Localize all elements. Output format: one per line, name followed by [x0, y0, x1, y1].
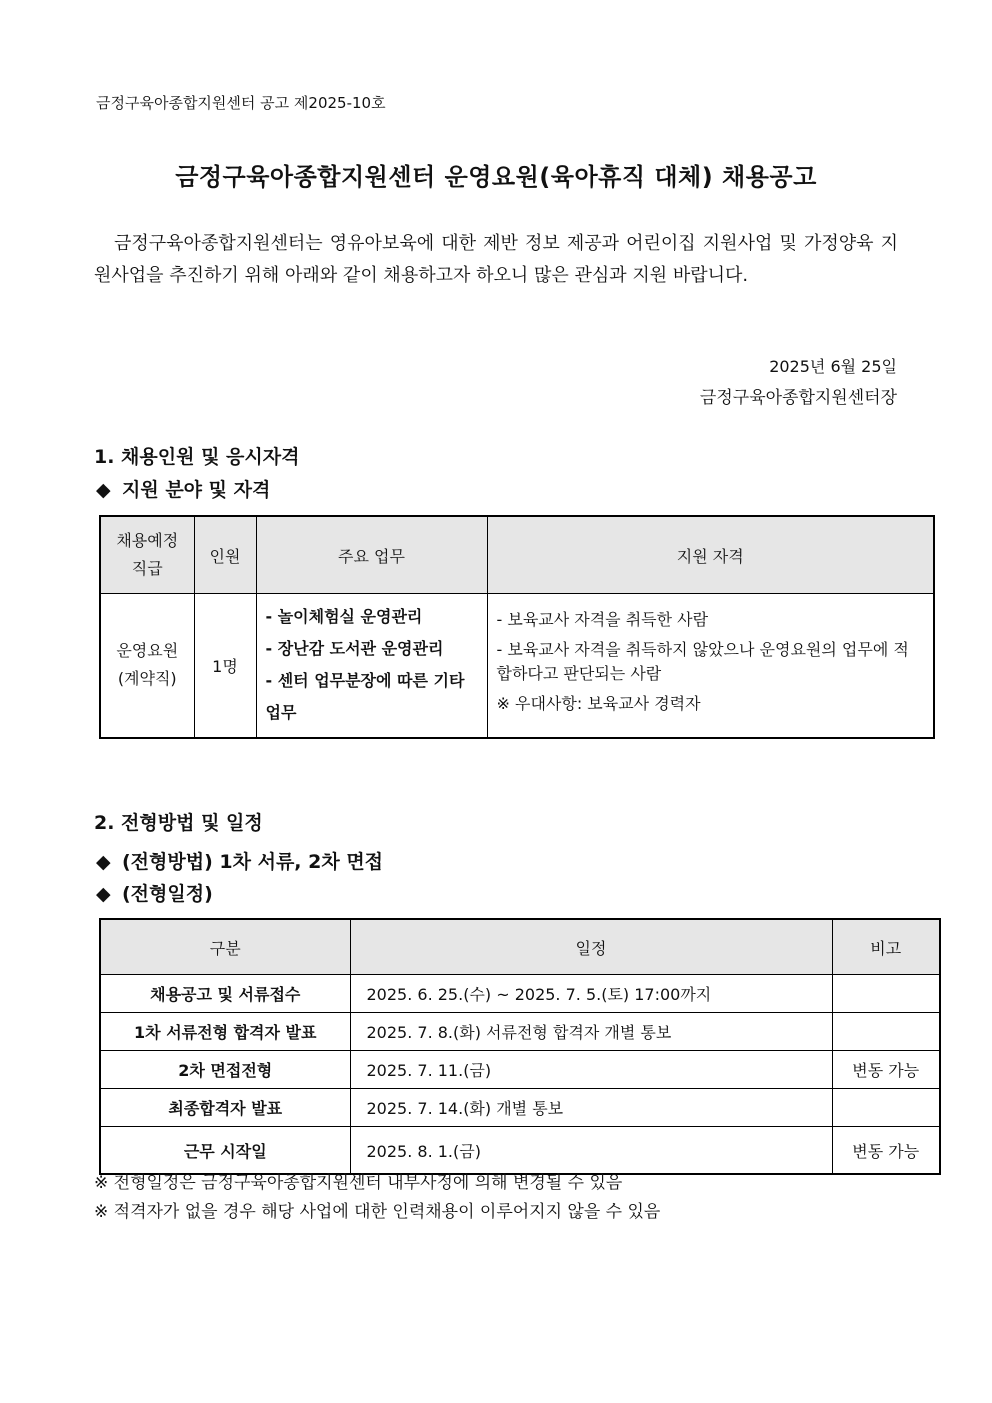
qualifications-cell [487, 594, 934, 738]
table-row [100, 1089, 940, 1127]
schedule-cell: 2025. 6. 25.(수) ~ 2025. 7. 5.(토) 17:00까지 [350, 975, 832, 1013]
list-item: - 센터 업무분장에 따른 기타 업무 [265, 671, 465, 723]
duties-list [258, 595, 486, 735]
preference-note: ※ 우대사항: 보육교사 경력자 [496, 694, 701, 714]
footnote: ※ 전형일정은 금정구육아종합지원센터 내부사정에 의해 변경될 수 있음 [94, 1173, 623, 1193]
position-type: (계약직) [117, 669, 177, 689]
section1-subheading [96, 475, 270, 502]
table-row [100, 1013, 940, 1051]
intro-paragraph [94, 228, 898, 292]
col-header-position-text: 채용예정 직급 [116, 531, 179, 578]
category-cell: 2차 면접전형 [100, 1051, 350, 1089]
schedule-cell: 2025. 7. 14.(화) 개별 통보 [350, 1089, 832, 1127]
position-name: 운영요원 [116, 641, 179, 661]
duties-cell [256, 594, 487, 738]
section1-subheading-text: 지원 분야 및 자격 [122, 479, 271, 501]
schedule-cell: 2025. 8. 1.(금) [350, 1127, 832, 1175]
note-cell: 변동 가능 [832, 1051, 940, 1089]
schedule-table [99, 918, 941, 1175]
col-header-category: 구분 [100, 919, 350, 975]
col-header-qualifications: 지원 자격 [487, 516, 934, 594]
notice-date: 2025년 6월 25일 [769, 357, 897, 376]
table-row [100, 1127, 940, 1175]
schedule-label [96, 879, 213, 906]
page-title: 금정구육아종합지원센터 운영요원(육아휴직 대체) 채용공고 [175, 163, 817, 191]
schedule-table-header [100, 919, 940, 975]
selection-method-text: (전형방법) 1차 서류, 2차 면접 [122, 851, 384, 873]
qualifications-list [489, 600, 933, 730]
list-item: - 놀이체험실 운영관리 [265, 607, 423, 627]
selection-method [96, 847, 383, 874]
list-item: - 보육교사 자격을 취득한 사람 [496, 610, 709, 630]
category-cell: 근무 시작일 [100, 1127, 350, 1175]
category-cell: 1차 서류전형 합격자 발표 [100, 1013, 350, 1051]
intro-text: 금정구육아종합지원센터는 영유아보육에 대한 제반 정보 제공과 어린이집 지원사업 및 가정양육 지원사업을 추진하기 위해 아래와 같이 채용하고자 하오니 많은 관심과 지원 바랍니다. [94, 233, 898, 286]
diamond-bullet-icon: ◆ [96, 851, 111, 873]
notice-number: 금정구육아종합지원센터 공고 제2025-10호 [96, 94, 386, 112]
table-row [100, 1051, 940, 1089]
col-header-note: 비고 [832, 919, 940, 975]
diamond-bullet-icon: ◆ [96, 479, 111, 501]
position-cell [100, 594, 194, 738]
list-item: - 보육교사 자격을 취득하지 않았으나 운영요원의 업무에 적합하다고 판단되는 사람 [496, 640, 909, 684]
col-header-count: 인원 [194, 516, 256, 594]
issuer: 금정구육아종합지원센터장 [699, 388, 897, 408]
note-cell [832, 1089, 940, 1127]
note-cell [832, 1013, 940, 1051]
qualification-table [99, 515, 935, 739]
section2-heading: 2. 전형방법 및 일정 [94, 812, 263, 834]
category-cell: 채용공고 및 서류접수 [100, 975, 350, 1013]
category-cell: 최종합격자 발표 [100, 1089, 350, 1127]
schedule-cell: 2025. 7. 8.(화) 서류전형 합격자 개별 통보 [350, 1013, 832, 1051]
col-header-schedule: 일정 [350, 919, 832, 975]
col-header-position [100, 516, 194, 594]
schedule-cell: 2025. 7. 11.(금) [350, 1051, 832, 1089]
col-header-duties: 주요 업무 [256, 516, 487, 594]
note-cell: 변동 가능 [832, 1127, 940, 1175]
qualification-table-header [100, 516, 934, 594]
table-row [100, 975, 940, 1013]
schedule-label-text: (전형일정) [122, 883, 213, 905]
section1-heading: 1. 채용인원 및 응시자격 [94, 446, 300, 468]
note-cell [832, 975, 940, 1013]
headcount-cell: 1명 [194, 594, 256, 738]
list-item: - 장난감 도서관 운영관리 [265, 639, 444, 659]
diamond-bullet-icon: ◆ [96, 883, 111, 905]
footnote: ※ 적격자가 없을 경우 해당 사업에 대한 인력채용이 이루어지지 않을 수 있음 [94, 1202, 661, 1222]
table-row [100, 594, 934, 738]
